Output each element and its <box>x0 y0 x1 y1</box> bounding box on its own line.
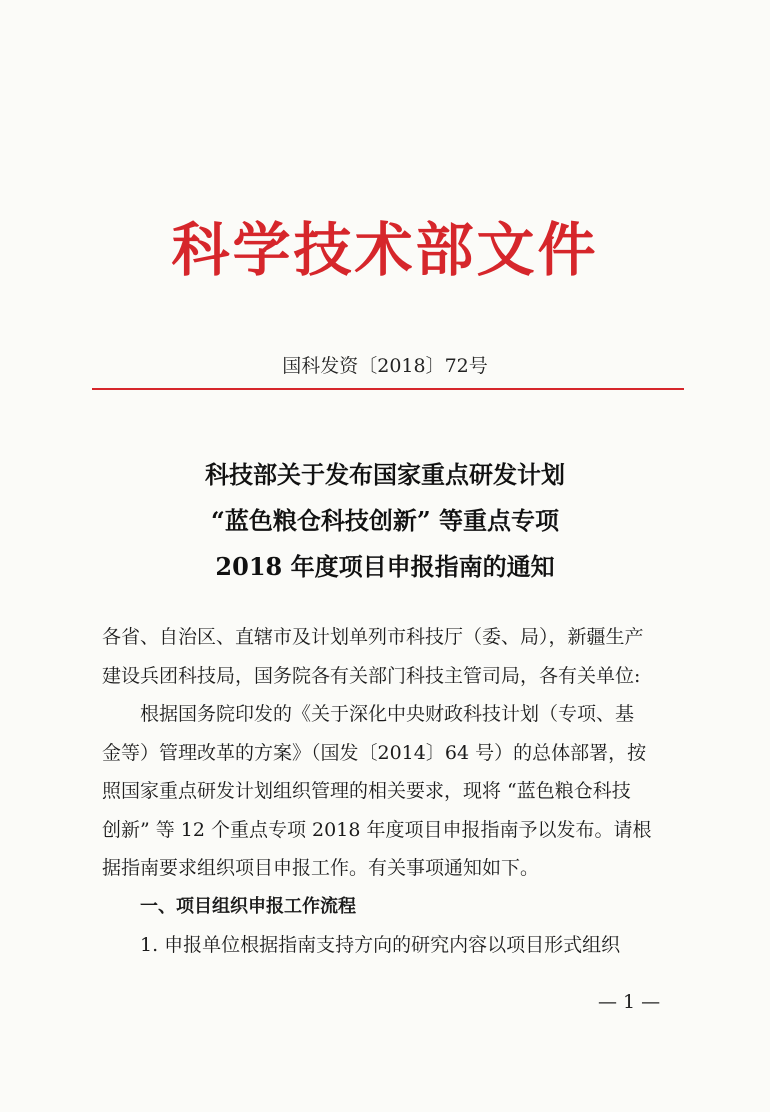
addressee-line: 各省、自治区、直辖市及计划单列市科技厅（委、局），新疆生产 <box>102 626 644 648</box>
body-paragraph-line: 据指南要求组织项目申报工作。有关事项通知如下。 <box>102 857 540 879</box>
notice-title-line: 2018 年度项目申报指南的通知 <box>215 552 555 581</box>
issuing-authority-title: 科学技术部文件 <box>171 216 599 284</box>
body-paragraph-line: 金等）管理改革的方案》（国发〔2014〕64 号）的总体部署，按 <box>102 741 647 764</box>
body-paragraph-line: 1. 申报单位根据指南支持方向的研究内容以项目形式组织 <box>140 934 621 956</box>
body-paragraph-line: 创新” 等 12 个重点专项 2018 年度项目申报指南予以发布。请根 <box>102 818 652 841</box>
addressee-line: 建设兵团科技局，国务院各有关部门科技主管司局，各有关单位: <box>102 664 641 687</box>
body-paragraph-line: 照国家重点研发计划组织管理的相关要求，现将 “蓝色粮仓科技 <box>102 780 631 802</box>
section-heading: 一、项目组织申报工作流程 <box>140 895 356 917</box>
notice-title-line: “蓝色粮仓科技创新” 等重点专项 <box>211 506 559 535</box>
document-number: 国科发资〔2018〕72号 <box>282 355 488 377</box>
red-divider-line <box>92 388 684 390</box>
notice-title-line: 科技部关于发布国家重点研发计划 <box>205 460 565 489</box>
body-paragraph-line: 根据国务院印发的《关于深化中央财政科技计划（专项、基 <box>140 703 635 725</box>
notice-body <box>102 618 678 965</box>
page-number: — 1 — <box>598 991 661 1013</box>
notice-title <box>0 452 770 590</box>
